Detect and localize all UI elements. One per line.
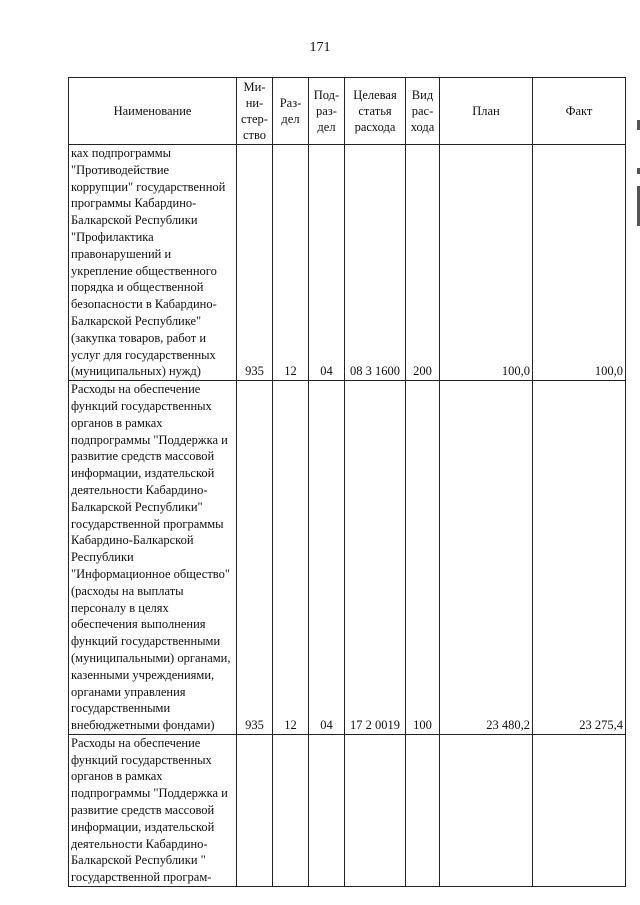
row-plan: 23 480,2 — [440, 381, 533, 735]
row-target: 08 3 1600 — [345, 145, 406, 381]
row-expense-type: 200 — [406, 145, 440, 381]
row-fact: 23 275,4 — [533, 381, 626, 735]
row-fact: 100,0 — [533, 145, 626, 381]
row-target — [345, 734, 406, 886]
header-target-article: Целевая статья расхода — [345, 78, 406, 145]
page-number: 171 — [309, 40, 331, 55]
row-section — [273, 734, 309, 886]
table-row — [69, 381, 626, 735]
row-expense-type: 100 — [406, 381, 440, 735]
row-ministry: 935 — [237, 145, 273, 381]
row-subsection: 04 — [309, 145, 345, 381]
table-row — [69, 145, 626, 381]
row-section: 12 — [273, 145, 309, 381]
header-section: Раз- дел — [273, 78, 309, 145]
row-name: Расходы на обеспечение функций государственных органов в рамках подпрограммы "Поддержка и развитие средств массовой информации, издательской деятельности Кабардино-Балкарской Республики" государственной программы Кабардино-Балкарской Республики "Информационное общество" (расходы на выплаты персоналу в целях обеспечения выполнения функций государственными (муниципальными) органами, казенными учреждениями, органами управления государственными внебюджетными фондами) — [69, 381, 237, 735]
header-fact: Факт — [533, 78, 626, 145]
header-plan: План — [440, 78, 533, 145]
row-subsection — [309, 734, 345, 886]
row-ministry — [237, 734, 273, 886]
budget-table — [68, 77, 626, 887]
row-subsection: 04 — [309, 381, 345, 735]
table-header-row — [69, 78, 626, 145]
table-row — [69, 734, 626, 886]
header-ministry: Ми- ни- стер- ство — [237, 78, 273, 145]
row-plan: 100,0 — [440, 145, 533, 381]
header-expense-type: Вид рас- хода — [406, 78, 440, 145]
row-fact — [533, 734, 626, 886]
header-name: Наименование — [69, 78, 237, 145]
row-section: 12 — [273, 381, 309, 735]
row-name: ках подпрограммы "Противодействие коррупции" государственной программы Кабардино-Балкарской Республики "Профилактика правонарушений и укрепление общественного порядка и общественной безопасности в Кабардино-Балкарской Республике" (закупка товаров, работ и услуг для государственных (муниципальных) нужд) — [69, 145, 237, 381]
header-subsection: Под- раз- дел — [309, 78, 345, 145]
row-plan — [440, 734, 533, 886]
row-target: 17 2 0019 — [345, 381, 406, 735]
row-expense-type — [406, 734, 440, 886]
row-ministry: 935 — [237, 381, 273, 735]
row-name: Расходы на обеспечение функций государственных органов в рамках подпрограммы "Поддержка и развитие средств массовой информации, издательской деятельности Кабардино-Балкарской Республики " государственной програм- — [69, 734, 237, 886]
